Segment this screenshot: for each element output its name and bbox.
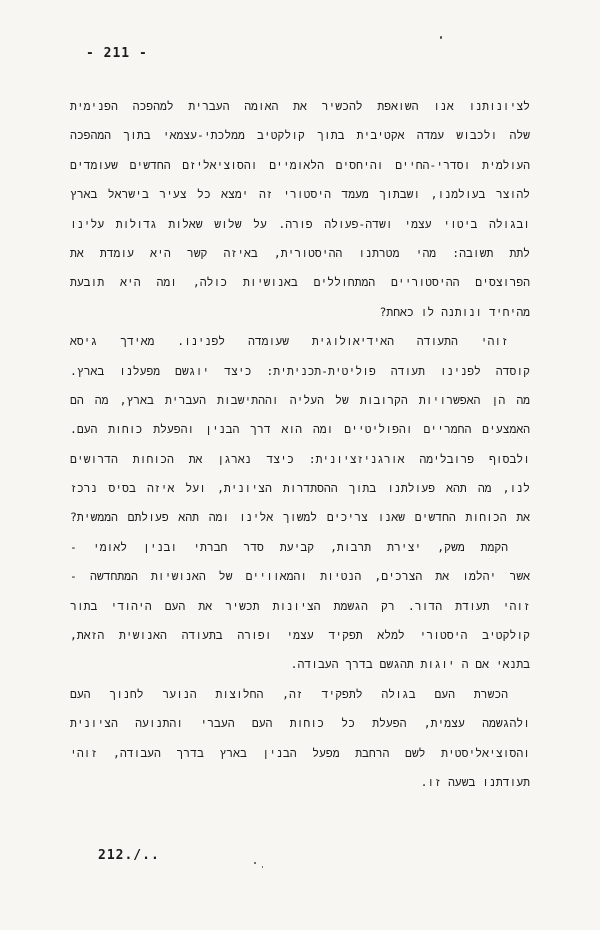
text-line: קולקטיב היסטורי למלא תפקיד עצמי ופורה בתעודה האנושית הזאת, bbox=[70, 628, 530, 643]
document-body bbox=[70, 92, 530, 797]
page-number: - 211 - bbox=[86, 46, 148, 61]
text-line: הקמת משק, יצירת תרבות, קביעת סדר חברתי ובנין לאומי - bbox=[70, 539, 508, 554]
text-line: להוצר בעולמנו, ושבתוך מעמד היסטורי זה ימצא כל צעיר בישראל בארץ bbox=[70, 187, 530, 202]
text-line: מהיחיד ונותנה לו כאחת? bbox=[379, 304, 530, 319]
text-line: קוסדה לפנינו תעודה פוליטית-תכניתית: כיצד יוגשם מפעלנו בארץ. bbox=[70, 363, 530, 378]
text-line: הפרוצסים ההיסטוריים המתחוללים באנושיות כולה, ומה היא תובעת bbox=[70, 275, 530, 290]
text-line: ולהגשמה עצמית, הפעלת כל כוחות העם העברי והתנועה הציונית bbox=[70, 716, 530, 731]
scan-speck bbox=[262, 866, 263, 868]
scan-speck bbox=[440, 36, 442, 39]
text-line: לתת תשובה: מהי מטרתנו ההיסטורית, באיזה קשר היא עומדת את bbox=[70, 245, 530, 260]
text-line: והסוציאליסטית לשם הרחבת מפעל הבנין בארץ בדרך העבודה, זוהי bbox=[70, 745, 530, 760]
text-line: האמצעים החמריים והפוליטיים ומה הוא דרך הבנין והפעלת כוחות העם. bbox=[70, 422, 530, 437]
scan-speck bbox=[254, 862, 256, 864]
text-line: הכשרת העם בגולה לתפקיד זה, החלוצות הנוער לחנוך העם bbox=[70, 686, 508, 701]
text-line: את הכוחות החדשים שאנו צריכים למשוך אלינו ומה תהא פעולתם הממשית? bbox=[70, 510, 530, 525]
text-line: זוהי התעודה האידיאולוגית שעומדה לפנינו. מאידך גיסא bbox=[70, 334, 508, 349]
text-line: לציונותנו אנו השואפת להכשיר את האומה העברית למהפכה הפנימית bbox=[70, 99, 530, 113]
text-line: לנו, מה תהא פעולתנו בתוך ההסתדרות הציונית, ועל איזה בסיס נרכז bbox=[70, 481, 530, 496]
continuation-page-ref: 212./.. bbox=[98, 848, 160, 863]
text-line: אשר יהלמו את הצרכים, הנטיות והמאוויים של האנושיות המתחדשה - bbox=[70, 569, 530, 584]
text-line: תעודתנו בשעה זו. bbox=[420, 774, 530, 789]
text-line: בתנאי אם ה יוגות תהגשם בדרך העבודה. bbox=[290, 657, 530, 672]
text-line: שלה ולכבוש עמדה אקטיבית בתוך קולקטיב ממלכתי-עצמאי בתוך המהפכה bbox=[70, 128, 530, 143]
text-line: מה הן האפשרויות הקרובות של העליה וההתישבות העברית בארץ, מה הם bbox=[70, 392, 530, 407]
text-line: זוהי תעודת הדור. רק הגשמת הציונות תכשיר את העם היהודי בתור bbox=[70, 598, 530, 613]
text-line: ובגולה ביטוי עצמי ושדה-פעולה פורה. על שלוש שאלות גדולות עלינו bbox=[70, 216, 530, 231]
text-line: ולבסוף פרובלימה אורגניזציונית: כיצד נארגן את הכוחות הדרושים bbox=[70, 451, 530, 466]
text-line: העולמית וסדרי-החיים והיחסים הלאומיים והסוציאליזם החדשים שעומדים bbox=[70, 157, 530, 172]
